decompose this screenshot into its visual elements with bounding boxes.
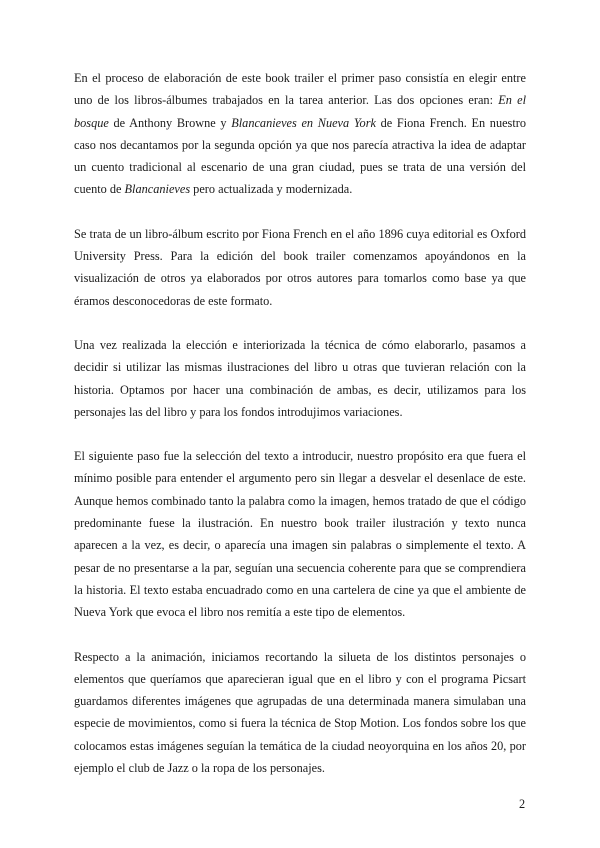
paragraph-2-text: Se trata de un libro-álbum escrito por Fiona French en el año 1896 cuya editorial es Oxford University Press. Para la edición del book trailer comenzamos apoyándonos en la visualización de otros ya elaborados por otros autores para tomarlos como base ya que éramos desconocedoras de este formato. [74,226,526,308]
paragraph-1 [74,67,526,201]
paragraph-4 [74,445,526,623]
paragraph-1-segment: de Anthony Browne y [108,115,232,130]
paragraph-2 [74,223,526,312]
paragraph-3-text: Una vez realizada la elección e interiorizada la técnica de cómo elaborarlo, pasamos a decidir si utilizar las mismas ilustraciones del libro u otras que tuvieran relación con la historia. Optamos por hacer una combinación de ambas, es decir, utilizamos para los personajes las del libro y para los fondos introdujimos variaciones. [74,337,526,419]
document-body [74,67,526,801]
paragraph-1-italic-title: Blancanieves [124,182,191,197]
paragraph-1-italic-title: En el bosque [74,93,527,130]
paragraph-1-segment: pero actualizada y modernizada. [190,182,353,197]
paragraph-1-segment: En el proceso de elaboración de este book trailer el primer paso consistía en elegir entre uno de los libros-álbumes trabajados en la tarea anterior. Las dos opciones eran: [74,71,526,108]
paragraph-1-segment: de Fiona French. En nuestro caso nos decantamos por la segunda opción ya que nos parecía atractiva la idea de adaptar un cuento tradicional al escenario de una gran ciudad, pues se trata de una versión del cuento de [74,115,527,197]
paragraph-5 [74,646,526,780]
paragraph-4-text: El siguiente paso fue la selección del texto a introducir, nuestro propósito era que fuera el mínimo posible para entender el argumento pero sin llegar a desvelar el desenlace de este. Aunque hemos combinado tanto la palabra como la imagen, hemos tratado de que el código predominante fuese la ilustración. En nuestro book trailer ilustración y texto nunca aparecen a la vez, es decir, o aparecía una imagen sin palabras o simplemente el texto. A pesar de no presentarse a la par, seguían una secuencia coherente para que se comprendiera la historia. El texto estaba encuadrado como en una cartelera de cine ya que el ambiente de Nueva York que evoca el libro nos remitía a este tipo de elementos. [74,449,526,620]
paragraph-1-italic-title: Blancanieves en Nueva York [231,115,376,130]
page-number: 2 [519,797,526,811]
paragraph-5-text: Respecto a la animación, iniciamos recortando la silueta de los distintos personajes o elementos que queríamos que aparecieran igual que en el libro y con el programa Picsart guardamos diferentes imágenes que agrupadas de una determinada manera simulaban una especie de movimientos, como si fuera la técnica de Stop Motion. Los fondos sobre los que colocamos estas imágenes seguían la temática de la ciudad neoyorquina en los años 20, por ejemplo el club de Jazz o la ropa de los personajes. [74,649,526,776]
paragraph-3 [74,334,526,423]
